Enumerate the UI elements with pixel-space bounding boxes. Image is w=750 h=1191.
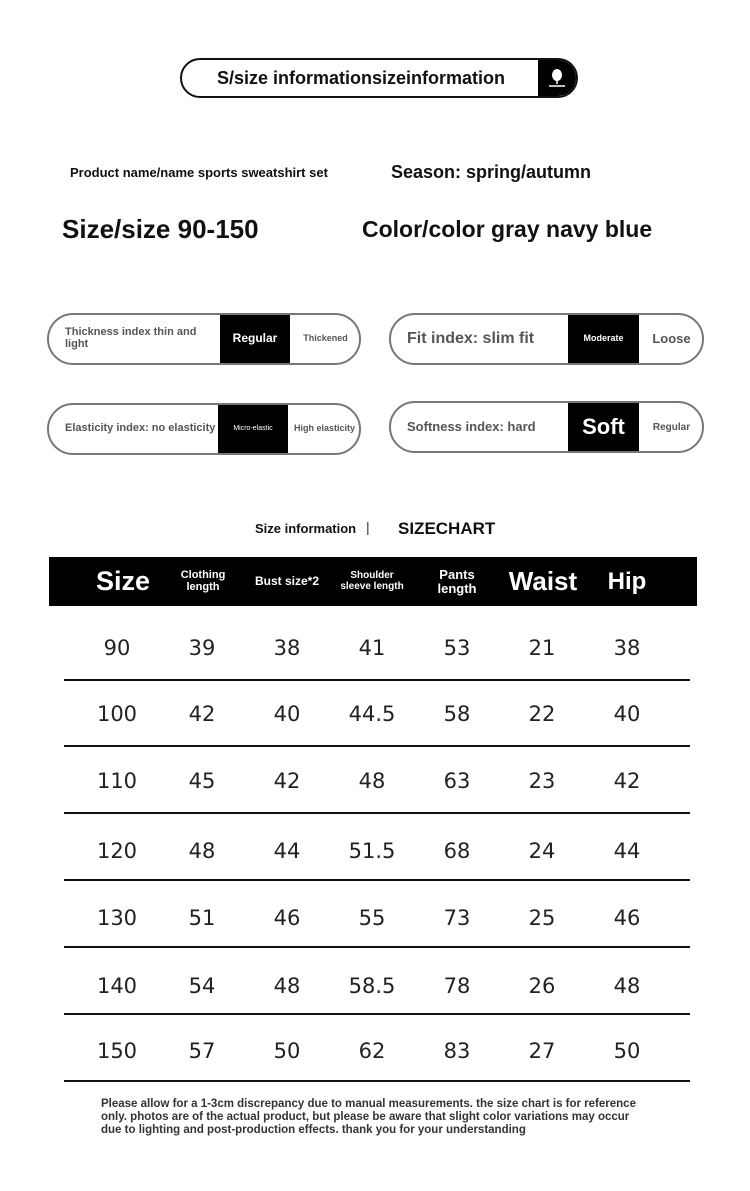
cell-size: 120 (96, 839, 138, 863)
cell-waist: 24 (528, 839, 556, 863)
row-divider (64, 812, 690, 814)
product-size: Size/size 90-150 (62, 214, 259, 244)
cell-pants-length: 78 (443, 974, 471, 998)
cell-size: 130 (96, 906, 138, 930)
cell-size: 90 (103, 636, 131, 660)
elasticity-index (47, 403, 361, 455)
size-information-label: Size information (255, 521, 357, 536)
cell-shoulder-sleeve-length: 55 (358, 906, 386, 930)
fit-selected: Moderate (568, 313, 639, 365)
cell-clothing-length: 54 (188, 974, 216, 998)
softness-index (389, 401, 704, 453)
cell-size: 140 (96, 974, 138, 998)
cell-hip: 40 (613, 702, 641, 726)
location-pin-icon (547, 67, 567, 89)
fit-label: Fit index: slim fit (407, 329, 535, 347)
cell-hip: 48 (613, 974, 641, 998)
cell-clothing-length: 39 (188, 636, 216, 660)
cell-bust-size: 48 (273, 974, 301, 998)
product-name: Product name/name sports sweatshirt set (70, 165, 328, 180)
cell-bust-size: 38 (273, 636, 301, 660)
cell-waist: 25 (528, 906, 556, 930)
product-season: Season: spring/autumn (391, 162, 592, 182)
softness-other: Regular (652, 421, 691, 433)
cell-bust-size: 40 (273, 702, 301, 726)
row-divider (64, 1080, 690, 1082)
cell-bust-size: 46 (273, 906, 301, 930)
cell-pants-length: 68 (443, 839, 471, 863)
header-title: S/size informationsizeinformation (216, 68, 506, 88)
header-shoulder-sleeve-length: Shoulder sleeve length (340, 570, 404, 592)
heading-separator: | (366, 519, 370, 535)
row-divider (64, 679, 690, 681)
cell-pants-length: 63 (443, 769, 471, 793)
cell-clothing-length: 45 (188, 769, 216, 793)
cell-pants-length: 58 (443, 702, 471, 726)
cell-waist: 23 (528, 769, 556, 793)
thickness-index (47, 313, 361, 365)
fit-index (389, 313, 704, 365)
cell-hip: 42 (613, 769, 641, 793)
cell-bust-size: 42 (273, 769, 301, 793)
header-pants-length: Pants length (437, 566, 477, 596)
row-divider (64, 946, 690, 948)
cell-hip: 38 (613, 636, 641, 660)
product-color: Color/color gray navy blue (362, 216, 653, 242)
softness-label: Softness index: hard (407, 419, 536, 435)
cell-clothing-length: 42 (188, 702, 216, 726)
thickness-selected: Regular (220, 313, 290, 365)
fit-other: Loose (652, 330, 691, 346)
cell-pants-length: 73 (443, 906, 471, 930)
header-bust-size: Bust size*2 (254, 574, 320, 589)
cell-clothing-length: 48 (188, 839, 216, 863)
cell-bust-size: 44 (273, 839, 301, 863)
cell-shoulder-sleeve-length: 62 (358, 1039, 386, 1063)
cell-pants-length: 53 (443, 636, 471, 660)
header-waist: Waist (508, 565, 578, 596)
cell-waist: 27 (528, 1039, 556, 1063)
cell-size: 150 (96, 1039, 138, 1063)
cell-size: 100 (96, 702, 138, 726)
cell-hip: 46 (613, 906, 641, 930)
thickness-other: Thickened (303, 333, 348, 344)
cell-pants-length: 83 (443, 1039, 471, 1063)
measurement-note: Please allow for a 1-3cm discrepancy due to manual measurements. the size chart is for reference only. photos are of the actual product, but please be aware that slight color variations may occur due to lighting and post-production effects. thank you for your understanding (101, 1098, 636, 1136)
cell-shoulder-sleeve-length: 44.5 (348, 702, 396, 726)
sizechart-title: SIZECHART (398, 519, 496, 538)
elasticity-label: Elasticity index: no elasticity (65, 422, 216, 435)
cell-clothing-length: 57 (188, 1039, 216, 1063)
cell-shoulder-sleeve-length: 58.5 (348, 974, 396, 998)
cell-waist: 26 (528, 974, 556, 998)
cell-hip: 44 (613, 839, 641, 863)
cell-waist: 21 (528, 636, 556, 660)
row-divider (64, 745, 690, 747)
cell-bust-size: 50 (273, 1039, 301, 1063)
size-table-header (49, 557, 697, 606)
cell-shoulder-sleeve-length: 41 (358, 636, 386, 660)
cell-shoulder-sleeve-length: 48 (358, 769, 386, 793)
header-hip: Hip (607, 567, 647, 595)
header-icon-box (538, 60, 576, 96)
softness-selected: Soft (568, 401, 639, 453)
header-size: Size (95, 566, 151, 597)
row-divider (64, 1013, 690, 1015)
elasticity-other: High elasticity (293, 423, 356, 434)
row-divider (64, 879, 690, 881)
header-banner (180, 58, 578, 98)
header-clothing-length: Clothing length (180, 568, 226, 593)
thickness-label: Thickness index thin and light (65, 326, 197, 350)
cell-shoulder-sleeve-length: 51.5 (348, 839, 396, 863)
cell-waist: 22 (528, 702, 556, 726)
elasticity-selected: Micro-elastic (218, 403, 288, 455)
cell-clothing-length: 51 (188, 906, 216, 930)
cell-size: 110 (96, 769, 138, 793)
cell-hip: 50 (613, 1039, 641, 1063)
